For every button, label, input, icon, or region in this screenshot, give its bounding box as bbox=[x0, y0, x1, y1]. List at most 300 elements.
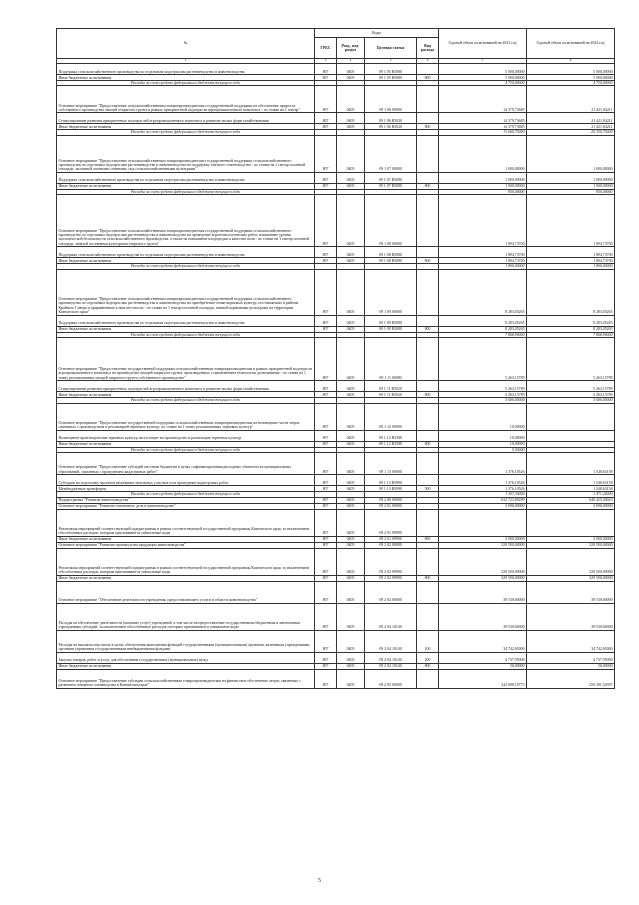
row-expense-type: 800 bbox=[417, 392, 439, 398]
row-expense-type bbox=[417, 548, 439, 575]
row-amount-2024: 1 548,63158 bbox=[527, 475, 615, 486]
row-description: Основное мероприятие "Обеспечение деятельности учреждения, предоставляющего услуги в области животноводства" bbox=[57, 581, 315, 603]
row-expense-type bbox=[417, 430, 439, 441]
row-razd: 0405 bbox=[337, 381, 365, 392]
row-amount-2023: 39 530,60000 bbox=[439, 603, 527, 630]
row-razd: 0405 bbox=[337, 247, 365, 258]
row-target-article: 09 1 07 00000 bbox=[365, 135, 417, 172]
row-amount-2023: 1 376,10526 bbox=[439, 453, 527, 475]
table-row bbox=[57, 195, 615, 247]
table-row bbox=[57, 430, 615, 441]
row-target-article: 09 2 00 00000 bbox=[365, 497, 417, 503]
row-description: Реализация мероприятий соответствующей подпрограммы в рамках соответствующей государственной программы Камчатского края, за исключением обособленных расходов, которым присваиваются уникальные коды bbox=[57, 509, 315, 536]
row-grbs: 807 bbox=[315, 195, 337, 247]
row-amount-2024: 50,00000 bbox=[527, 663, 615, 669]
colnum: 4 bbox=[337, 59, 365, 64]
row-target-article: 09 2 01 00000 bbox=[365, 503, 417, 509]
row-amount-2023: 5 000,00000 bbox=[439, 75, 527, 81]
row-expense-type bbox=[417, 381, 439, 392]
row-amount-2024: 21 421,84211 bbox=[527, 113, 615, 124]
row-target-article: 09 1 08 00000 bbox=[365, 195, 417, 247]
table-row bbox=[57, 64, 615, 75]
row-expense-type bbox=[417, 453, 439, 475]
row-amount-2023: 5 263,15789 bbox=[439, 338, 527, 381]
row-grbs: 807 bbox=[315, 183, 337, 189]
header-codes: Коды bbox=[315, 29, 439, 38]
row-amount-2024: 250 391,34397 bbox=[527, 669, 615, 688]
table-row bbox=[57, 135, 615, 172]
row-amount-2023: 50,00000 bbox=[439, 663, 527, 669]
row-expense-type: 500 bbox=[417, 486, 439, 492]
row-target-article: 09 1 12 00000 bbox=[365, 403, 417, 430]
row-description: Основное мероприятие "Предоставление сельскохозяйственным товаропроизводителям государственной поддержки на обеспечение прироста собственного производства овощей открытого грунта в рамках приоритетной подотрасли агропромышленного комплекса - по ставке на 1 гектар" bbox=[57, 86, 315, 113]
row-grbs: 807 bbox=[315, 64, 337, 75]
budget-table bbox=[56, 28, 615, 689]
table-row bbox=[57, 86, 615, 113]
row-grbs: 807 bbox=[315, 86, 337, 113]
row-razd: 0405 bbox=[337, 542, 365, 548]
row-amount-2023: 1 376,10526 bbox=[439, 475, 527, 486]
row-amount-2024: 1 800,00000 bbox=[527, 264, 615, 269]
row-description: Расходы за счет средств федерального бюджета текущего года bbox=[57, 189, 315, 194]
row-grbs: 807 bbox=[315, 326, 337, 332]
row-amount-2024: 1 894,73700 bbox=[527, 247, 615, 258]
table-row bbox=[57, 509, 615, 536]
header-grbs: ГРБС bbox=[315, 38, 337, 59]
row-target-article: 09 2 04 00000 bbox=[365, 581, 417, 603]
row-amount-2024: 5 263,15789 bbox=[527, 381, 615, 392]
row-description: Основное мероприятие "Предоставление субсидий местным бюджетам в целях софинансирования расходных обязательств муниципальных образований, связанных с проведением кадастровых работ" bbox=[57, 453, 315, 475]
row-amount-2024: 5 000,00000 bbox=[527, 64, 615, 75]
row-expense-type bbox=[417, 269, 439, 315]
row-amount-2024: 3 000,00000 bbox=[527, 536, 615, 542]
row-amount-2023: 5 263,15789 bbox=[439, 381, 527, 392]
row-grbs: 807 bbox=[315, 663, 337, 669]
row-description: Расходы за счет средств федерального бюджета текущего года bbox=[57, 130, 315, 135]
row-grbs: 807 bbox=[315, 403, 337, 430]
colnum: 6 bbox=[417, 59, 439, 64]
row-amount-2024: 1 548,63158 bbox=[527, 486, 615, 492]
row-expense-type: 800 bbox=[417, 663, 439, 669]
row-description: Расходы за счет средств федерального бюджета текущего года bbox=[57, 398, 315, 403]
row-amount-2023: 5 000,00000 bbox=[439, 64, 527, 75]
row-description: Иные бюджетные ассигнования bbox=[57, 258, 315, 264]
row-expense-type: 800 bbox=[417, 536, 439, 542]
row-grbs: 807 bbox=[315, 630, 337, 652]
row-target-article: 09 1 11 00000 bbox=[365, 338, 417, 381]
row-amount-2023: 7 868,90000 bbox=[439, 332, 527, 337]
row-target-article: 09 1 08 R5080 bbox=[365, 258, 417, 264]
row-description: Межбюджетные трансферты bbox=[57, 486, 315, 492]
row-amount-2024: 1 471,20000 bbox=[527, 492, 615, 497]
table-row bbox=[57, 403, 615, 430]
row-razd: 0405 bbox=[337, 603, 365, 630]
row-expense-type: 200 bbox=[417, 652, 439, 663]
table-row bbox=[57, 548, 615, 575]
row-description: Поддержка сельскохозяйственного производства по отдельным подотраслям растениеводства и животноводства bbox=[57, 172, 315, 183]
row-target-article: 09 2 01 09990 bbox=[365, 536, 417, 542]
row-description: Расходы на выплаты персоналу в целях обеспечения выполнения функций государственными (муниципальными) органами, казенными учреждениями, органами управления государственными внебюджетными фондами bbox=[57, 630, 315, 652]
row-razd: 0405 bbox=[337, 486, 365, 492]
row-expense-type: 800 bbox=[417, 124, 439, 130]
row-target-article: 09 1 06 R5020 bbox=[365, 113, 417, 124]
header-vr: Вид расхода bbox=[417, 38, 439, 59]
row-grbs: 807 bbox=[315, 113, 337, 124]
row-target-article: 09 2 04 10140 bbox=[365, 603, 417, 630]
row-expense-type bbox=[417, 581, 439, 603]
row-grbs: 807 bbox=[315, 669, 337, 688]
row-razd: 0405 bbox=[337, 652, 365, 663]
row-razd: 0405 bbox=[337, 403, 365, 430]
row-grbs: 807 bbox=[315, 475, 337, 486]
row-description: Иные бюджетные ассигнования bbox=[57, 575, 315, 581]
row-grbs: 807 bbox=[315, 548, 337, 575]
row-expense-type bbox=[417, 113, 439, 124]
row-amount-2024: 20 350,75000 bbox=[527, 130, 615, 135]
row-description: Основное мероприятие "Предоставление государственной поддержки сельскохозяйственным товаропроизводителям в рамках приоритетной подотрасли агропромышленного комплекса на производство овощей закрытого грунта, произведенных с применением технологии досвечивания - по ставке на 1 тонну реализованных овощей закрытого грунта собственного производства" bbox=[57, 338, 315, 381]
row-amount-2023: 1 894,73700 bbox=[439, 258, 527, 264]
row-grbs: 807 bbox=[315, 575, 337, 581]
row-amount-2024: 34 742,65000 bbox=[527, 630, 615, 652]
row-amount-2023: 5 263,15789 bbox=[439, 392, 527, 398]
row-description: Расходы на обеспечение деятельности (оказание услуг) учреждений, в том числе на предоставление государственным бюджетным и автономным учреждениям субсидий, за исключением обособленных расходов, которым присваиваются уникальные коды bbox=[57, 603, 315, 630]
row-amount-2023: 329 500,00000 bbox=[439, 548, 527, 575]
row-target-article: 09 1 09 R5080 bbox=[365, 326, 417, 332]
row-expense-type: 800 bbox=[417, 575, 439, 581]
row-amount-2023: 329 500,00000 bbox=[439, 542, 527, 548]
row-amount-2024: 1 000,00000 bbox=[527, 135, 615, 172]
row-expense-type: 800 bbox=[417, 326, 439, 332]
row-expense-type bbox=[417, 669, 439, 688]
row-grbs: 807 bbox=[315, 453, 337, 475]
budget-sheet bbox=[56, 28, 614, 689]
row-target-article: 09 1 11 R5020 bbox=[365, 381, 417, 392]
row-description: Расходы за счет средств федерального бюджета текущего года bbox=[57, 447, 315, 452]
row-grbs: 807 bbox=[315, 269, 337, 315]
header-razd: Разд., под-раздел bbox=[337, 38, 365, 59]
row-amount-2023: 13 660,75000 bbox=[439, 130, 527, 135]
row-grbs: 807 bbox=[315, 258, 337, 264]
row-description: Основное мероприятие "Предоставление сельскохозяйственным товаропроизводителям государственной поддержки сельскохозяйственного производства по отдельным подотраслям растениеводства и животноводства на приобретение семян кормовых культур, поставляемых в районы Крайнего Севера и приравненные к ним местности - по ставке на 1 гектар посевной площади, занятой кормовыми культурами на территории Камчатского края" bbox=[57, 269, 315, 315]
row-target-article: 09 1 07 R5080 bbox=[365, 172, 417, 183]
row-amount-2024: 4 750,00000 bbox=[527, 81, 615, 86]
row-amount-2024: 329 500,00000 bbox=[527, 575, 615, 581]
row-target-article: 09 1 06 R5020 bbox=[365, 124, 417, 130]
row-target-article: 09 1 11 R5020 bbox=[365, 392, 417, 398]
row-razd: 0405 bbox=[337, 75, 365, 81]
row-amount-2024: 1 894,73700 bbox=[527, 195, 615, 247]
row-target-article: 09 2 04 10140 bbox=[365, 652, 417, 663]
row-description: Иные бюджетные ассигнования bbox=[57, 536, 315, 542]
row-razd: 0405 bbox=[337, 630, 365, 652]
table-row bbox=[57, 172, 615, 183]
header-2023: Годовой объем ассигнований на 2023 год bbox=[439, 29, 527, 59]
row-amount-2023: 14 379,73685 bbox=[439, 124, 527, 130]
row-amount-2024: 39 530,60000 bbox=[527, 581, 615, 603]
row-description: Иные бюджетные ассигнования bbox=[57, 441, 315, 447]
table-row bbox=[57, 113, 615, 124]
row-description: Основное мероприятие "Предоставление сельскохозяйственным товаропроизводителям государственной поддержки сельскохозяйственного производства по отдельным подотраслям растениеводства и животноводства на проведение агротехнологических работ, повышение уровня экологической безопасности сельскохозяйственного производства, а также на повышение плодородия и качества почв - по ставке на 1 гектар посевной площади, занятой посевными культурами открытого грунта" bbox=[57, 195, 315, 247]
row-amount-2023: 10,00000 bbox=[439, 441, 527, 447]
row-amount-2023: 1 000,00000 bbox=[439, 172, 527, 183]
row-description: Иные бюджетные ассигнования bbox=[57, 75, 315, 81]
row-amount-2023: 10,00000 bbox=[439, 430, 527, 441]
row-amount-2024: 39 530,60000 bbox=[527, 603, 615, 630]
row-target-article: 09 1 07 R5080 bbox=[365, 183, 417, 189]
row-grbs: 807 bbox=[315, 652, 337, 663]
row-expense-type bbox=[417, 475, 439, 486]
row-amount-2024: 4 737,95000 bbox=[527, 652, 615, 663]
colnum: 5 bbox=[365, 59, 417, 64]
row-amount-2023: 1 894,73700 bbox=[439, 247, 527, 258]
row-target-article: 09 1 12 R3580 bbox=[365, 430, 417, 441]
table-row bbox=[57, 603, 615, 630]
row-amount-2023: 3 000,00000 bbox=[439, 536, 527, 542]
row-razd: 0405 bbox=[337, 269, 365, 315]
row-amount-2023: 14 379,73685 bbox=[439, 113, 527, 124]
row-amount-2024: 5 263,15789 bbox=[527, 392, 615, 398]
row-amount-2024: 21 421,84211 bbox=[527, 124, 615, 130]
row-description: Расходы за счет средств федерального бюджета текущего года bbox=[57, 264, 315, 269]
row-amount-2023: 1 000,00000 bbox=[439, 183, 527, 189]
row-razd: 0405 bbox=[337, 124, 365, 130]
header-2024: Годовой объем ассигнований на 2024 год bbox=[527, 29, 615, 59]
row-razd: 0405 bbox=[337, 326, 365, 332]
row-description: Поддержка сельскохозяйственного производства по отдельным подотраслям растениеводства и животноводства bbox=[57, 315, 315, 326]
row-grbs: 807 bbox=[315, 75, 337, 81]
row-amount-2023: 1 376,10526 bbox=[439, 486, 527, 492]
row-expense-type bbox=[417, 172, 439, 183]
row-description: Иные бюджетные ассигнования bbox=[57, 183, 315, 189]
colnum: 7 bbox=[439, 59, 527, 64]
table-row bbox=[57, 652, 615, 663]
table-row bbox=[57, 269, 615, 315]
colnum: 2 bbox=[57, 59, 315, 64]
row-target-article: 09 2 02 09990 bbox=[365, 575, 417, 581]
row-expense-type bbox=[417, 195, 439, 247]
row-expense-type bbox=[417, 403, 439, 430]
row-razd: 0405 bbox=[337, 497, 365, 503]
row-amount-2023: 8 283,05265 bbox=[439, 315, 527, 326]
row-razd: 0405 bbox=[337, 64, 365, 75]
row-razd: 0405 bbox=[337, 172, 365, 183]
row-razd: 0405 bbox=[337, 475, 365, 486]
row-amount-2024: 5 000,00000 bbox=[527, 75, 615, 81]
row-description: Расходы за счет средств федерального бюджета текущего года bbox=[57, 492, 315, 497]
row-grbs: 807 bbox=[315, 536, 337, 542]
row-razd: 0405 bbox=[337, 113, 365, 124]
row-description: Иные бюджетные ассигнования bbox=[57, 663, 315, 669]
row-expense-type bbox=[417, 86, 439, 113]
row-amount-2024: 1 894,73700 bbox=[527, 258, 615, 264]
row-grbs: 807 bbox=[315, 486, 337, 492]
table-row bbox=[57, 630, 615, 652]
row-amount-2024: 1 548,63158 bbox=[527, 453, 615, 475]
row-amount-2023: 14 379,73685 bbox=[439, 86, 527, 113]
row-description: Иные бюджетные ассигнования bbox=[57, 326, 315, 332]
row-target-article: 09 2 02 09990 bbox=[365, 548, 417, 575]
row-grbs: 807 bbox=[315, 392, 337, 398]
row-target-article: 09 1 09 R5080 bbox=[365, 315, 417, 326]
row-razd: 0405 bbox=[337, 338, 365, 381]
row-amount-2024: 5 263,15789 bbox=[527, 338, 615, 381]
row-amount-2023: 1 307,30000 bbox=[439, 492, 527, 497]
table-row bbox=[57, 247, 615, 258]
row-razd: 0405 bbox=[337, 258, 365, 264]
row-expense-type: 800 bbox=[417, 183, 439, 189]
row-amount-2024: 329 500,00000 bbox=[527, 548, 615, 575]
row-description: Стимулирование развития приоритетных подотраслей агропромышленного комплекса и развитие малых форм хозяйствования bbox=[57, 113, 315, 124]
row-razd: 0405 bbox=[337, 392, 365, 398]
row-amount-2024: 1 000,00000 bbox=[527, 183, 615, 189]
row-expense-type bbox=[417, 135, 439, 172]
row-razd: 0405 bbox=[337, 509, 365, 536]
row-amount-2024: 329 500,00000 bbox=[527, 542, 615, 548]
row-description: Субсидии на подготовку проектов межевания земельных участков и на проведение кадастровых работ bbox=[57, 475, 315, 486]
row-amount-2023: 632 723,89299 bbox=[439, 497, 527, 503]
row-description: Основное мероприятие "Предоставление государственной поддержки сельскохозяйственным товаропроизводителям на возмещение части затрат, связанных с производством и реализацией зерновых культур, по ставке на 1 тонну реализованных зерновых культур" bbox=[57, 403, 315, 430]
row-description: Основное мероприятие "Развитие племенного дела в животноводстве" bbox=[57, 503, 315, 509]
row-grbs: 807 bbox=[315, 247, 337, 258]
row-amount-2023: 8 283,05265 bbox=[439, 269, 527, 315]
row-grbs: 807 bbox=[315, 381, 337, 392]
row-amount-2024: 3 000,00000 bbox=[527, 503, 615, 509]
row-razd: 0405 bbox=[337, 441, 365, 447]
row-amount-2024: 5 000,00000 bbox=[527, 398, 615, 403]
row-razd: 0405 bbox=[337, 183, 365, 189]
header-cs: Целевая статья bbox=[365, 38, 417, 59]
row-target-article: 09 2 02 00000 bbox=[365, 542, 417, 548]
row-amount-2023: 329 500,00000 bbox=[439, 575, 527, 581]
row-expense-type: 800 bbox=[417, 75, 439, 81]
row-razd: 0405 bbox=[337, 503, 365, 509]
row-description: Основное мероприятие "Предоставление сельскохозяйственным товаропроизводителям государственной поддержки сельскохозяйственного производства по отдельным подотраслям растениеводства и животноводства на поддержку элитного семеноводства - по ставке на 1 гектар посевной площади, засеянной элитными семенами, под сельскохозяйственными культурами" bbox=[57, 135, 315, 172]
row-grbs: 807 bbox=[315, 503, 337, 509]
row-amount-2023: 5 000,00000 bbox=[439, 398, 527, 403]
row-razd: 0405 bbox=[337, 548, 365, 575]
table-row bbox=[57, 381, 615, 392]
row-description: Возмещение производителям зерновых культур части затрат на производство и реализацию зерновых культур bbox=[57, 430, 315, 441]
row-description: Иные бюджетные ассигнования bbox=[57, 392, 315, 398]
table-row bbox=[57, 315, 615, 326]
table-row bbox=[57, 475, 615, 486]
header-no: № bbox=[57, 29, 315, 59]
row-amount-2023: 39 530,60000 bbox=[439, 581, 527, 603]
header-row-top bbox=[57, 29, 615, 38]
row-razd: 0405 bbox=[337, 195, 365, 247]
row-description: Расходы за счет средств федерального бюджета текущего года bbox=[57, 81, 315, 86]
row-target-article: 09 2 05 00000 bbox=[365, 669, 417, 688]
row-expense-type: 800 bbox=[417, 441, 439, 447]
row-amount-2024: 21 421,84211 bbox=[527, 86, 615, 113]
row-description: Расходы за счет средств федерального бюджета текущего года bbox=[57, 332, 315, 337]
row-target-article: 09 1 05 R5080 bbox=[365, 75, 417, 81]
row-target-article: 09 1 09 00000 bbox=[365, 269, 417, 315]
row-razd: 0405 bbox=[337, 430, 365, 441]
row-amount-2023: 3 000,00000 bbox=[439, 503, 527, 509]
row-grbs: 807 bbox=[315, 603, 337, 630]
row-amount-2023: 1 894,73700 bbox=[439, 195, 527, 247]
row-target-article: 09 1 05 R5080 bbox=[365, 64, 417, 75]
row-amount-2023: 8 283,05265 bbox=[439, 326, 527, 332]
row-grbs: 807 bbox=[315, 509, 337, 536]
row-expense-type bbox=[417, 64, 439, 75]
row-expense-type bbox=[417, 315, 439, 326]
row-grbs: 807 bbox=[315, 581, 337, 603]
row-grbs: 807 bbox=[315, 135, 337, 172]
page-number: 5 bbox=[318, 878, 321, 884]
row-razd: 0405 bbox=[337, 669, 365, 688]
row-expense-type bbox=[417, 247, 439, 258]
row-target-article: 09 1 13 R5990 bbox=[365, 475, 417, 486]
row-amount-2024: 7 868,90000 bbox=[527, 332, 615, 337]
row-amount-2023: 4 737,95000 bbox=[439, 652, 527, 663]
row-target-article: 09 2 04 10140 bbox=[365, 630, 417, 652]
row-target-article: 09 1 13 00000 bbox=[365, 453, 417, 475]
row-description: Стимулирование развития приоритетных подотраслей агропромышленного комплекса и развитие малых форм хозяйствования bbox=[57, 381, 315, 392]
row-target-article: 09 2 01 09990 bbox=[365, 509, 417, 536]
row-amount-2023: 950,00000 bbox=[439, 189, 527, 194]
row-amount-2024: 1 000,00000 bbox=[527, 172, 615, 183]
row-amount-2023: 1 000,00000 bbox=[439, 135, 527, 172]
row-razd: 0405 bbox=[337, 663, 365, 669]
row-amount-2024 bbox=[527, 430, 615, 441]
row-expense-type bbox=[417, 338, 439, 381]
row-razd: 0405 bbox=[337, 86, 365, 113]
row-amount-2023: 34 742,65000 bbox=[439, 630, 527, 652]
row-razd: 0405 bbox=[337, 315, 365, 326]
row-razd: 0405 bbox=[337, 135, 365, 172]
row-target-article: 09 1 06 00000 bbox=[365, 86, 417, 113]
row-description: Основное мероприятие "Предоставление субсидии сельскохозяйственным товаропроизводителям на финансовое обеспечение затрат, связанных с развитием северного оленеводства в Камчатском крае" bbox=[57, 669, 315, 688]
row-grbs: 807 bbox=[315, 124, 337, 130]
table-row bbox=[57, 669, 615, 688]
row-description: Поддержка сельскохозяйственного производства по отдельным подотраслям растениеводства и животноводства bbox=[57, 247, 315, 258]
row-expense-type: 100 bbox=[417, 630, 439, 652]
row-target-article: 09 1 12 R3580 bbox=[365, 441, 417, 447]
row-razd: 0405 bbox=[337, 581, 365, 603]
row-amount-2024: 640 425,04923 bbox=[527, 497, 615, 503]
table-row bbox=[57, 581, 615, 603]
row-amount-2023 bbox=[439, 509, 527, 536]
row-description: Поддержка сельскохозяйственного производства по отдельным подотраслям растениеводства и животноводства bbox=[57, 64, 315, 75]
row-expense-type bbox=[417, 509, 439, 536]
table-row bbox=[57, 453, 615, 475]
row-razd: 0405 bbox=[337, 575, 365, 581]
budget-body bbox=[57, 59, 615, 689]
row-razd: 0405 bbox=[337, 536, 365, 542]
row-description: Реализация мероприятий соответствующей подпрограммы в рамках соответствующей государственной программы Камчатского края, за исключением обособленных расходов, которым присваиваются уникальные коды bbox=[57, 548, 315, 575]
row-description: Иные бюджетные ассигнования bbox=[57, 124, 315, 130]
row-amount-2024: 8 283,05265 bbox=[527, 326, 615, 332]
row-razd: 0405 bbox=[337, 453, 365, 475]
row-amount-2023: 4 750,00000 bbox=[439, 81, 527, 86]
row-amount-2024: 8 283,05265 bbox=[527, 315, 615, 326]
row-amount-2023: 5,50000 bbox=[439, 447, 527, 452]
table-row bbox=[57, 338, 615, 381]
row-amount-2024: 950,00000 bbox=[527, 189, 615, 194]
row-target-article: 09 1 08 R5080 bbox=[365, 247, 417, 258]
row-amount-2024: 8 283,05265 bbox=[527, 269, 615, 315]
row-grbs: 807 bbox=[315, 441, 337, 447]
row-amount-2024 bbox=[527, 403, 615, 430]
row-grbs: 807 bbox=[315, 315, 337, 326]
row-amount-2023: 1 800,00000 bbox=[439, 264, 527, 269]
row-grbs: 807 bbox=[315, 172, 337, 183]
colnum: 3 bbox=[315, 59, 337, 64]
row-grbs: 807 bbox=[315, 338, 337, 381]
colnum: 8 bbox=[527, 59, 615, 64]
